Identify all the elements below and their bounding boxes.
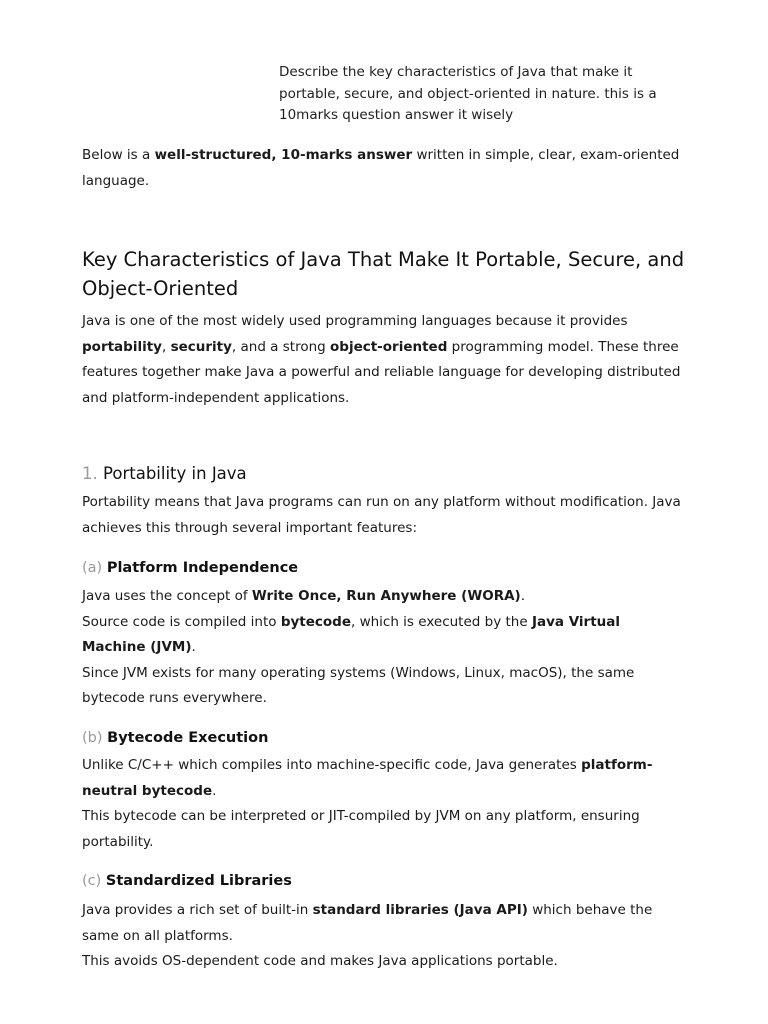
body-line (82, 610, 687, 661)
overview-bold-security: security (170, 338, 232, 355)
sub-marker: (b) (82, 730, 103, 746)
body-bold: standard libraries (Java API) (312, 902, 528, 918)
sub-marker: (a) (82, 560, 103, 576)
body-line (82, 898, 687, 949)
body-text: Source code is compiled into (82, 613, 281, 630)
body-text: which behave the same on all platforms. (82, 902, 653, 944)
intro-text-end: written in simple, clear, exam-oriented language. (82, 147, 680, 189)
body-text: . (191, 639, 196, 655)
body-bold: bytecode (280, 613, 351, 630)
body-line: This bytecode can be interpreted or JIT-compiled by JVM on any platform, ensuring portability. (82, 808, 640, 850)
section-heading-portability (82, 461, 247, 487)
body-line: This avoids OS-dependent code and makes Java applications portable. (82, 953, 558, 969)
body-bold: Java Virtual Machine (JVM) (82, 613, 620, 655)
overview-bold-portability: portability (82, 338, 162, 355)
bytecode-execution-body (82, 753, 687, 855)
body-line (82, 584, 687, 610)
body-text: Java uses the concept of (82, 588, 252, 604)
body-text: Java provides a rich set of built-in (82, 902, 313, 918)
body-bold: Write Once, Run Anywhere (WORA) (251, 588, 521, 604)
intro-paragraph (82, 142, 682, 194)
body-line (82, 753, 687, 804)
subheading-platform-independence (82, 556, 298, 580)
body-text: Unlike C/C++ which compiles into machine-specific code, Java generates (82, 757, 582, 773)
section-title: Portability in Java (103, 464, 247, 483)
main-heading: Key Characteristics of Java That Make It Portable, Secure, and Object-Oriented (82, 248, 685, 300)
standardized-libraries-body (82, 898, 687, 975)
overview-paragraph (82, 309, 687, 411)
body-bold: platform-neutral bytecode (82, 757, 653, 799)
subheading-standardized-libraries (82, 869, 292, 893)
intro-text: Below is a (82, 147, 155, 163)
overview-text: , and a strong (231, 338, 330, 355)
portability-paragraph: Portability means that Java programs can run on any platform without modification. Java achieves this through several important features: (82, 494, 681, 536)
overview-text: , (161, 338, 171, 355)
sub-title: Bytecode Execution (107, 730, 269, 746)
subheading-bytecode-execution (82, 726, 268, 750)
question-text: Describe the key characteristics of Java that make it portable, secure, and object-oriented in nature. this is a 10marks question answer it wisely (279, 64, 657, 123)
intro-bold: well-structured, 10-marks answer (154, 147, 413, 163)
sub-marker: (c) (82, 873, 102, 889)
body-text: , which is executed by the (350, 613, 532, 630)
body-text: . (520, 588, 526, 604)
overview-text: programming model. These three features together make Java a powerful and reliable language for developing distributed and platform-independent applications. (82, 338, 681, 406)
body-text: . (212, 782, 217, 799)
overview-bold-object-oriented: object-oriented (330, 338, 448, 355)
overview-text: Java is one of the most widely used programming languages because it provides (82, 313, 628, 329)
section-number: 1. (82, 464, 98, 483)
platform-independence-body (82, 584, 687, 712)
sub-title: Standardized Libraries (105, 873, 292, 889)
body-line: Since JVM exists for many operating systems (Windows, Linux, macOS), the same bytecode runs everywhere. (82, 664, 635, 706)
sub-title: Platform Independence (106, 560, 299, 576)
